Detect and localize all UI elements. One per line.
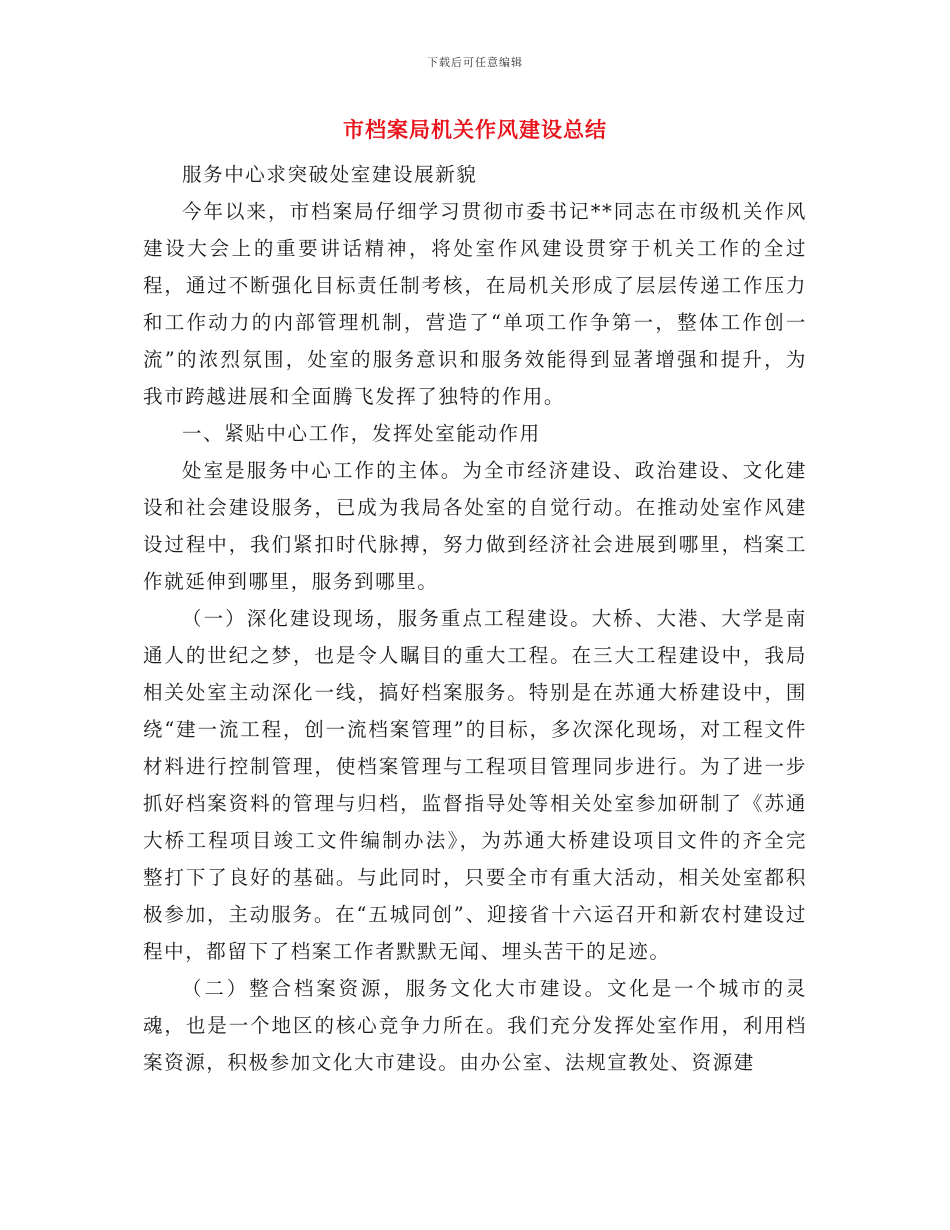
body-paragraph: 今年以来，市档案局仔细学习贯彻市委书记**同志在市级机关作风建设大会上的重要讲话精神，将处室作风建设贯穿于机关工作的全过程，通过不断强化目标责任制考核，在局机关形成了层层传递工作压力和工作动力的内部管理机制，营造了“单项工作争第一，整体工作创一流”的浓烈氛围，处室的服务意识和服务效能得到显著增强和提升，为我市跨越进展和全面腾飞发挥了独特的作用。 xyxy=(143,200,807,408)
body-paragraph: 处室是服务中心工作的主体。为全市经济建设、政治建设、文化建设和社会建设服务，已成为我局各处室的自觉行动。在推动处室作风建设过程中，我们紧扣时代脉搏，努力做到经济社会进展到哪里，档案工作就延伸到哪里，服务到哪里。 xyxy=(143,459,807,593)
document-title: 市档案局机关作风建设总结 xyxy=(343,117,607,142)
header-note: 下载后可任意编辑 xyxy=(427,56,523,69)
body-paragraph: （一）深化建设现场，服务重点工程建设。大桥、大港、大学是南通人的世纪之梦，也是令人瞩目的重大工程。在三大工程建设中，我局相关处室主动深化一线，搞好档案服务。特别是在苏通大桥建设中，围绕“建一流工程，创一流档案管理”的目标，多次深化现场，对工程文件材料进行控制管理，使档案管理与工程项目管理同步进行。为了进一步抓好档案资料的管理与归档，监督指导处等相关处室参加研制了《苏通大桥工程项目竣工文件编制办法》，为苏通大桥建设项目文件的齐全完整打下了良好的基础。与此同时，只要全市有重大活动，相关处室都积极参加，主动服务。在“五城同创”、迎接省十六运召开和新农村建设过程中，都留下了档案工作者默默无闻、埋头苦干的足迹。 xyxy=(143,607,807,963)
document-body xyxy=(143,156,807,1081)
subtitle-paragraph: 服务中心求突破处室建设展新貌 xyxy=(182,163,478,186)
body-paragraph: （二）整合档案资源，服务文化大市建设。文化是一个城市的灵魂，也是一个地区的核心竞争力所在。我们充分发挥处室作用，利用档案资源，积极参加文化大市建设。由办公室、法规宣教处、资源建 xyxy=(143,977,807,1074)
section-heading: 一、紧贴中心工作，发挥处室能动作用 xyxy=(182,422,541,445)
